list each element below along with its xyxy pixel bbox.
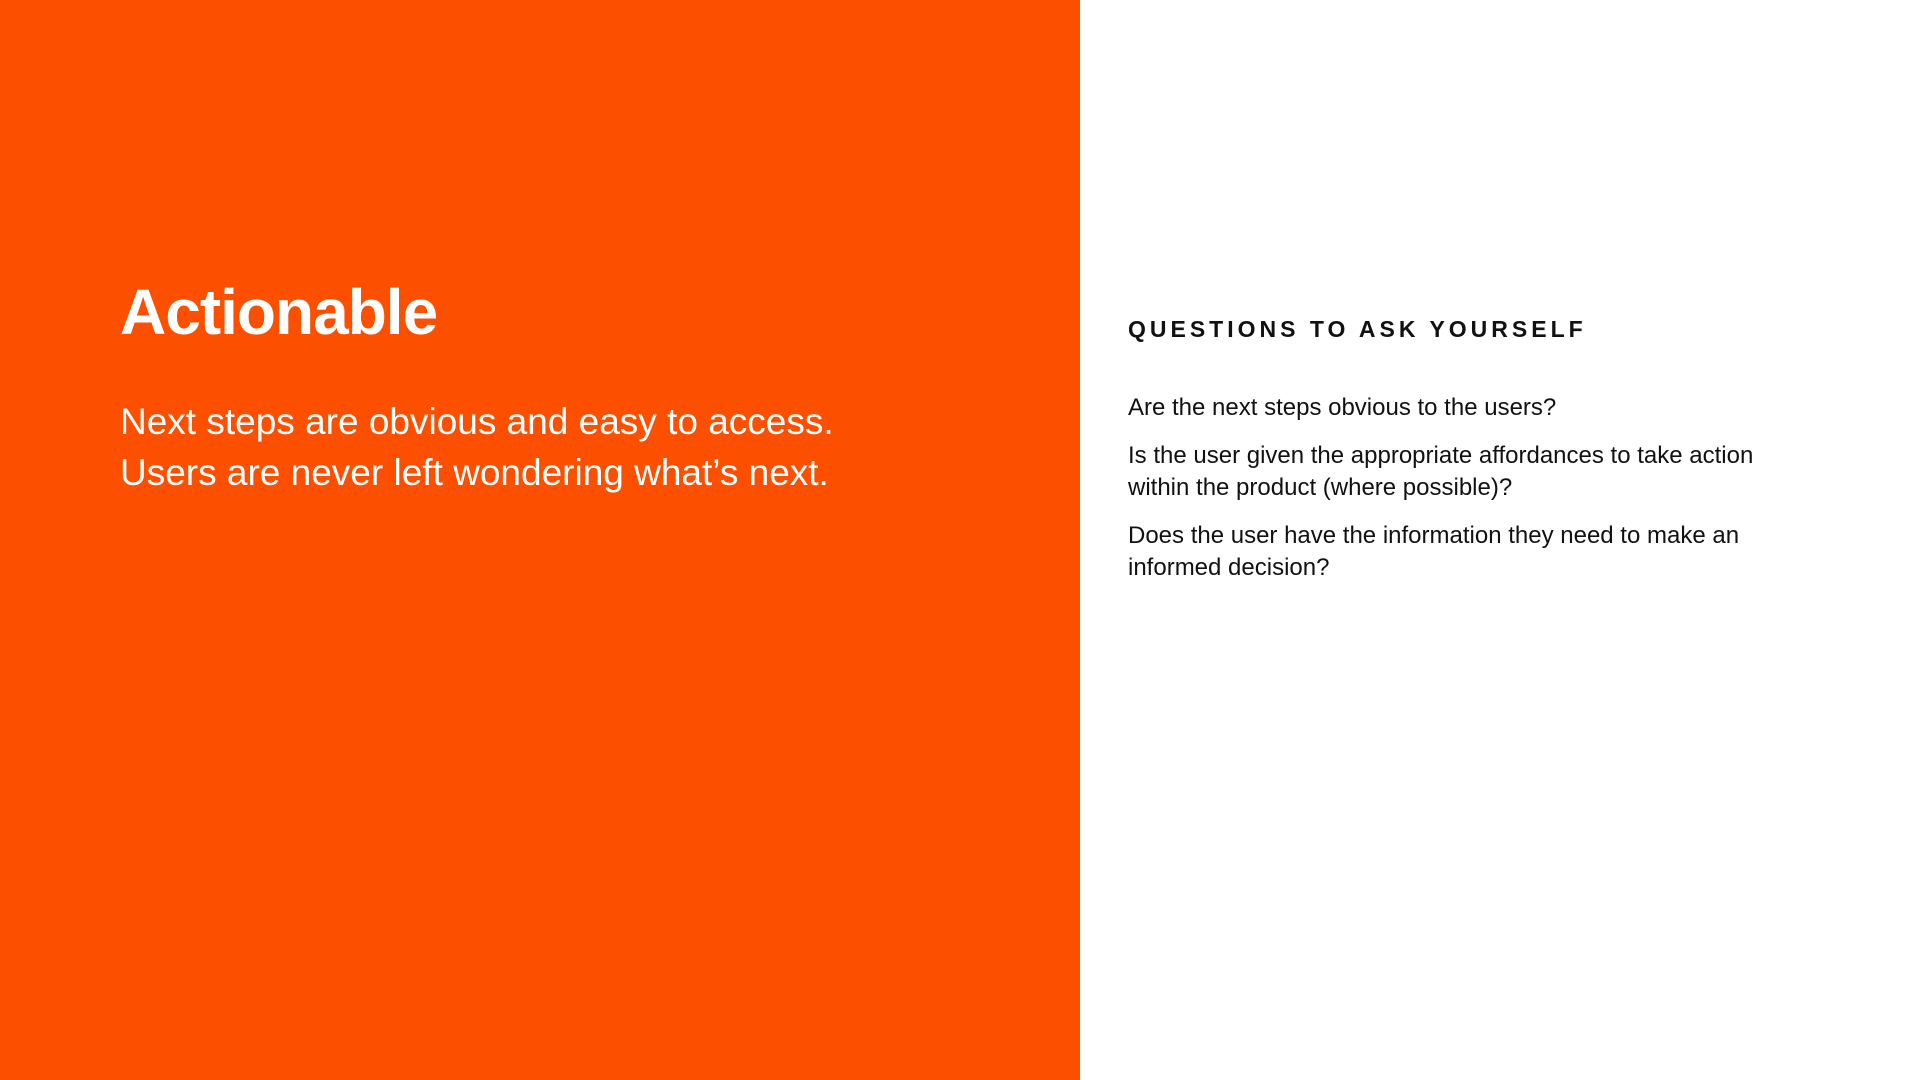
question-item: Does the user have the information they need to make an informed decision? bbox=[1128, 522, 1740, 581]
questions-panel bbox=[1080, 0, 1920, 1080]
principle-description bbox=[120, 396, 1000, 498]
question-item: Are the next steps obvious to the users? bbox=[1128, 394, 1557, 421]
questions-list bbox=[1128, 392, 1808, 600]
questions-heading: QUESTIONS TO ASK YOURSELF bbox=[1128, 316, 1587, 342]
description-line: Next steps are obvious and easy to access. bbox=[120, 401, 834, 442]
question-item: Is the user given the appropriate affordances to take action within the product (where possible)? bbox=[1128, 442, 1754, 501]
description-line: Users are never left wondering what’s next. bbox=[120, 452, 829, 493]
principle-title: Actionable bbox=[120, 276, 438, 348]
